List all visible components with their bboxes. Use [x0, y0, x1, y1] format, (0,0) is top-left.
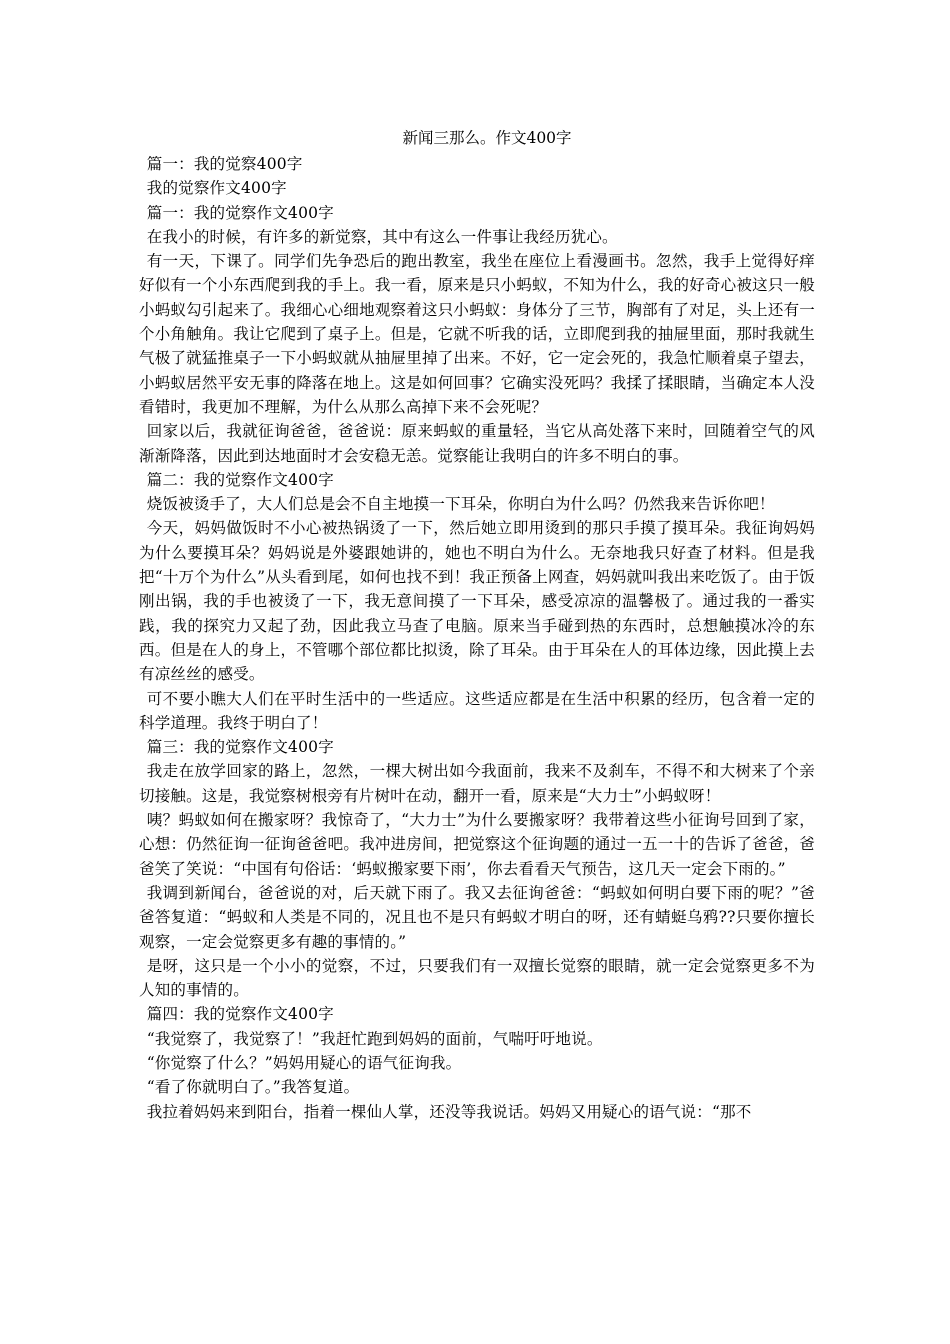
paragraph: 烧饭被烫手了，大人们总是会不自主地摸一下耳朵，你明白为什么吗？仍然我来告诉你吧！	[146, 495, 775, 514]
paragraph: 可不要小瞧大人们在平时生活中的一些适应。这些适应都是在生活中积累的经历，包含着一定的科学道理。我终于明白了！	[139, 689, 815, 732]
paragraph: 是呀，这只是一个小小的觉察，不过，只要我们有一双擅长觉察的眼睛，就一定会觉察更多不为人知的事情的。	[139, 956, 815, 1000]
paragraph: 回家以后，我就征询爸爸，爸爸说：原来蚂蚁的重量轻，当它从高处落下来时，回随着空气的风渐渐降落，因此到达地面时才会安稳无恙。觉察能让我明白的许多不明白的事。	[139, 422, 815, 465]
paragraph: 咦？蚂蚁如何在搬家呀？我惊奇了，“大力士”为什么要搬家呀？我带着这些小征询号回到了家，心想：仍然征询一征询爸爸吧。我冲进房间，把觉察这个征询题的通过一五一十的告诉了爸爸，爸爸笑了笑说：“中国有句俗话：‘蚂蚁搬家要下雨’，你去看看天气预告，这几天一定会下雨的。”	[139, 811, 815, 878]
paragraph: “我觉察了，我觉察了！”我赶忙跑到妈妈的面前，气喘吁吁地说。	[146, 1029, 603, 1048]
paragraph: 篇一：我的觉察作文400字	[146, 203, 334, 222]
paragraph: 在我小的时候，有许多的新觉察，其中有这么一件事让我经历犹心。	[146, 227, 618, 246]
document-body	[139, 152, 815, 1124]
paragraph: 我的觉察作文400字	[146, 179, 287, 198]
paragraph: 篇一：我的觉察400字	[146, 155, 303, 173]
paragraph: 我拉着妈妈来到阳台，指着一棵仙人掌，还没等我说话。妈妈又用疑心的语气说：“那不	[146, 1102, 752, 1121]
paragraph: “看了你就明白了。”我答复道。	[146, 1078, 360, 1097]
paragraph: 篇三：我的觉察作文400字	[146, 738, 334, 757]
paragraph: 篇四：我的觉察作文400字	[146, 1005, 334, 1024]
document-title: 新闻三那么。作文400字	[402, 129, 572, 147]
paragraph: 今天，妈妈做饭时不小心被热锅烫了一下，然后她立即用烫到的那只手摸了摸耳朵。我征询妈妈为什么要摸耳朵？妈妈说是外婆跟她讲的，她也不明白为什么。无奈地我只好查了材料。但是我把“十万个为什么”从头看到尾，如何也找不到！我正预备上网查，妈妈就叫我出来吃饭了。由于饭刚出锅，我的手也被烫了一下，我无意间摸了一下耳朵，感受凉凉的温馨极了。通过我的一番实践，我的探究力又起了劲，因此我立马查了电脑。原来当手碰到热的东西时，总想触摸冰冷的东西。但是在人的身上，不管哪个部位都比拟烫，除了耳朵。由于耳朵在人的耳体边缘，因此摸上去有凉丝丝的感受。	[139, 519, 815, 684]
paragraph: “你觉察了什么？”妈妈用疑心的语气征询我。	[146, 1053, 462, 1072]
paragraph: 篇二：我的觉察作文400字	[146, 470, 334, 489]
paragraph: 我调到新闻台，爸爸说的对，后天就下雨了。我又去征询爸爸：“蚂蚁如何明白要下雨的呢？”爸爸答复道：“蚂蚁和人类是不同的，况且也不是只有蚂蚁才明白的呀，还有蜻蜓乌鸦??只要你擅长观察，一定会觉察更多有趣的事情的。”	[139, 883, 815, 951]
paragraph: 有一天，下课了。同学们先争恐后的跑出教室，我坐在座位上看漫画书。忽然，我手上觉得好痒好似有一个小东西爬到我的手上。我一看，原来是只小蚂蚁，不知为什么，我的好奇心被这只一般小蚂蚁勾引起来了。我细心心细地观察着这只小蚂蚁：身体分了三节，胸部有了对足，头上还有一个小角触角。我让它爬到了桌子上。但是，它就不听我的话，立即爬到我的抽屉里面，那时我就生气极了就猛推桌子一下小蚂蚁就从抽屉里掉了出来。不好，它一定会死的，我急忙顺着桌子望去，小蚂蚁居然平安无事的降落在地上。这是如何回事？它确实没死吗？我揉了揉眼睛，当确定本人没看错时，我更加不理解，为什么从那么高掉下来不会死呢？	[139, 252, 815, 416]
paragraph: 我走在放学回家的路上，忽然，一棵大树出如今我面前，我来不及刹车，不得不和大树来了个亲切接触。这是，我觉察树根旁有片树叶在动，翻开一看，原来是“大力士”小蚂蚁呀！	[139, 762, 815, 805]
